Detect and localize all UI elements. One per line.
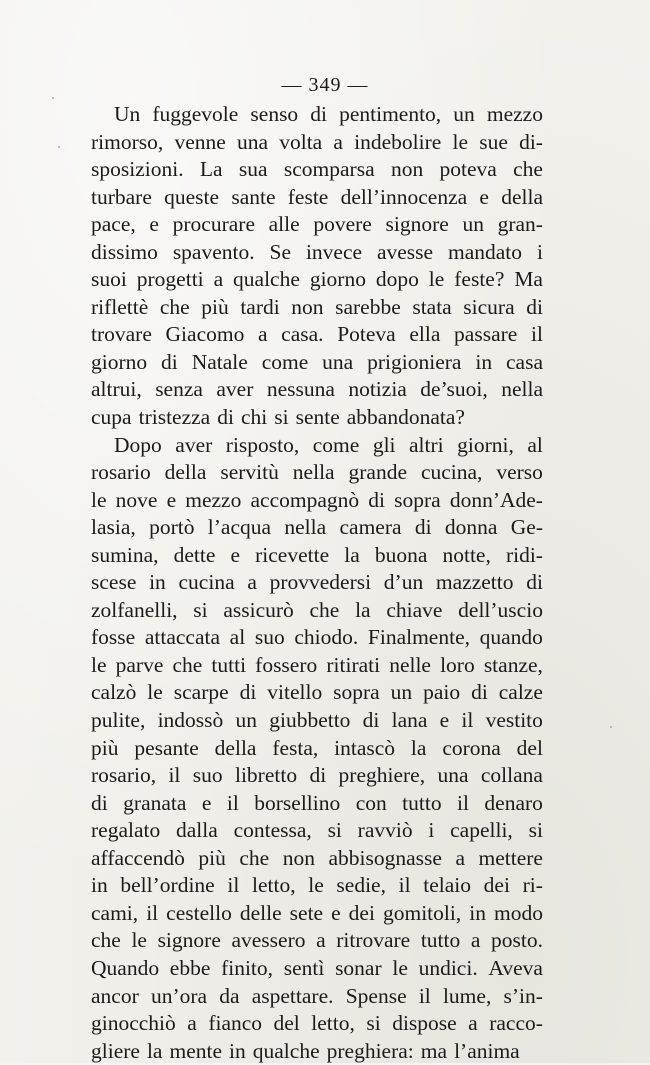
paragraph [91,432,543,1065]
text-line: gliere la mente in qualche preghiera: ma l’anima [91,1038,520,1063]
text-line: pace, e procurare alle povere signore un gran- [91,212,543,237]
text-line: ginocchiò a fianco del letto, si dispose a racco- [91,1011,543,1036]
text-line: ancor un’ora da aspettare. Spense il lume, s’in- [91,983,543,1008]
page-number: — 349 — [281,74,369,96]
text-line: regalato dalla contessa, si ravviò i capelli, si [91,818,543,843]
text-line: le parve che tutti fossero ritirati nelle loro stanze, [91,652,543,677]
paper-speck [52,97,54,99]
text-line: che le signore avessero a ritrovare tutto a posto. [91,928,543,953]
text-line: Un fuggevole senso di pentimento, un mezzo [114,102,543,126]
text-line: rimorso, venne una volta a indebolire le sue di- [91,129,543,154]
text-line: turbare queste sante feste dell’innocenza e della [91,184,543,209]
text-line: scese in cucina a provvedersi d’un mazzetto di [91,570,543,595]
text-line: di granata e il borsellino con tutto il denaro [91,790,543,815]
text-line: pulite, indossò un giubbetto di lana e il vestito [91,708,543,733]
body-text [91,101,543,1065]
text-line: riflettè che più tardi non sarebbe stata sicura di [91,294,543,319]
text-line: cami, il cestello delle sete e dei gomitoli, in modo [91,900,543,925]
text-line: Dopo aver risposto, come gli altri giorni, al [114,432,543,457]
text-line: altrui, senza aver nessuna notizia de’suoi, nella [91,377,543,402]
text-line: calzò le scarpe di vitello sopra un paio di calze [91,680,543,705]
text-line: dissimo spavento. Se invece avesse mandato i [91,239,543,264]
text-line: lasia, portò l’acqua nella camera di donna Ge- [91,515,543,540]
paragraph [91,101,543,432]
text-line: affaccendò più che non abbisognasse a mettere [91,845,543,870]
text-line: rosario della servitù nella grande cucina, verso [91,460,543,485]
text-line: sposizioni. La sua scomparsa non poteva che [91,157,543,182]
text-line: trovare Giacomo a casa. Poteva ella passare il [91,322,543,347]
text-line: sumina, dette e ricevette la buona notte, ridi- [91,542,543,567]
text-line: zolfanelli, si assicurò che la chiave dell’uscio [91,597,543,622]
text-line: suoi progetti a qualche giorno dopo le feste? Ma [91,267,543,292]
paper-speck [58,146,60,148]
text-line: più pesante della festa, intascò la corona del [91,735,543,760]
text-line: rosario, il suo libretto di preghiere, una collana [91,763,543,788]
text-line: cupa tristezza di chi si sente abbandonata? [91,405,465,430]
text-line: Quando ebbe finito, sentì sonar le undici. Aveva [91,955,543,980]
text-line: le nove e mezzo accompagnò di sopra donn’Ade- [91,487,543,512]
text-line: in bell’ordine il letto, le sedie, il telaio dei ri- [91,873,543,898]
text-line: giorno di Natale come una prigioniera in casa [91,349,543,374]
text-line: fosse attaccata al suo chiodo. Finalmente, quando [91,625,543,650]
paper-speck [610,726,612,728]
